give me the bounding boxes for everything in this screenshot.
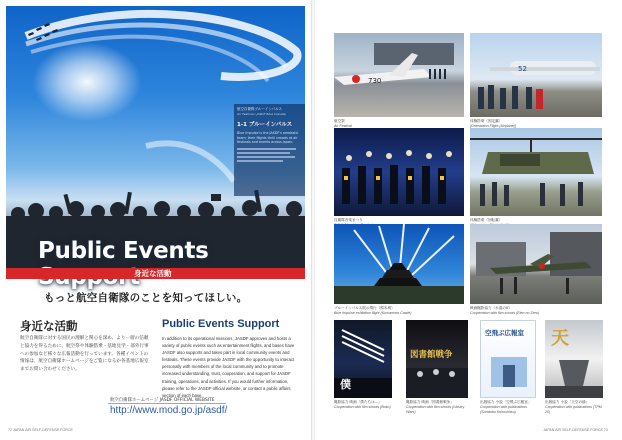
caption-poster-boku: 撮影協力 映画「僕たちは…」 Cooperation with film shoots (Boku)	[334, 400, 391, 409]
footer-left: 72 JAPAN AIR SELF-DEFENSE FORCE	[8, 428, 73, 432]
hero-caption-en: Air Festival / JASDF Blue Impulse	[237, 112, 286, 116]
photo-film-eien-no-zero	[470, 224, 602, 304]
svg-text:730: 730	[368, 77, 382, 85]
poster-film-boku: 僕	[334, 320, 392, 398]
website-link[interactable]: http://www.mod.go.jp/asdf/	[110, 405, 228, 416]
section-body-en: In addition to its operational missions, JASDF approves and hosts a variety of public events such as entertainment flights, and bases have JASDF also supports and takes part in local community events and festivals. These events provide JASDF with the opportunity to interact personally with members of the local community and to promote increased understanding, trust, cooperation, and support for JASDF training, operations, and activities. If you would further information, please refer to the JASDF official website, or contact a public affairs section of each base.	[162, 336, 295, 398]
photo-marching-festival	[334, 128, 464, 216]
poster-book-soratobu: 空飛ぶ広報室	[480, 320, 536, 398]
photo-air-festival	[334, 33, 464, 117]
subtitle-jp: 身近な活動	[134, 269, 172, 278]
caption-marching-festival: 自衛隊音楽まつり	[334, 218, 363, 222]
headline-jp: もっと航空自衛隊のことを知ってほしい。	[44, 292, 248, 304]
section-title-en: Public Events Support	[162, 318, 280, 330]
website-label: 航空自衛隊ホームページ JASDF OFFICIAL WEBSITE	[110, 398, 215, 403]
hero-photo-blue-impulse	[6, 6, 305, 268]
hero-caption-box	[234, 104, 305, 196]
photo-orientation-flight-airplane	[470, 33, 602, 117]
footer-right: JAPAN AIR SELF-DEFENSE FORCE 73	[543, 428, 608, 432]
caption-poster-library-wars: 撮影協力 映画「図書館戦争」 Cooperation with film shoots (Library Wars)	[406, 400, 465, 414]
caption-poster-tenku: 出版協力 小説「天空の蜂」 Cooperation with publications (TPM 20)	[545, 400, 602, 414]
section-body-jp: 航空自衛隊に対する国民の理解と関心を深め、より一層の信頼と協力を得るために、航空祭や体験搭乗・基地見学・部外行事への参加など様々な広報活動を行っています。各種イベントの情報は、航空自衛隊ホームページをご覧になるか各基地広報室までお問い合わせください。	[20, 336, 149, 373]
caption-poster-soratobu: 出版協力 小説「空飛ぶ広報室」 Cooperation with publications (Soratobu Kohoshitsu)	[480, 400, 532, 414]
photo-orientation-flight-heli	[470, 128, 602, 216]
caption-orientation-flight-heli: 体験搭乗（回転翼）	[470, 218, 503, 222]
caption-film-eien-no-zero: 映画撮影協力（永遠の0） Cooperation with film shoots (Eien no Zero)	[470, 306, 540, 315]
website-rule	[108, 403, 226, 404]
poster-film-library-wars: 図書館戦争	[406, 320, 468, 398]
hero-caption-body: Blue Impulse is the JASDF's aerobatic team; their flights thrill crowds at air festivals and events across Japan.	[237, 131, 299, 145]
section-title-jp: 身近な活動	[20, 319, 78, 333]
poster-book-tenku-no-hachi: 天	[545, 320, 603, 398]
photo-kumamoto-castle	[334, 224, 464, 304]
svg-text:52: 52	[518, 65, 527, 73]
right-page	[315, 0, 622, 440]
caption-air-festival: 航空祭 Air Festival	[334, 119, 352, 128]
caption-orientation-flight-airplane: 体験搭乗（固定翼） [Orientation Flight (Airplane)]	[470, 119, 516, 128]
hero-caption-title: 1-1 ブルーインパルス	[237, 122, 293, 128]
page-title: Public Events	[38, 238, 209, 264]
hero-caption-jp: 航空自衛隊ブルーインパルス	[237, 107, 283, 111]
caption-kumamoto-castle: ブルーインパルス展示飛行（熊本城） Blue Impulse exhibition flight (Kumamoto Castle)	[334, 306, 412, 315]
